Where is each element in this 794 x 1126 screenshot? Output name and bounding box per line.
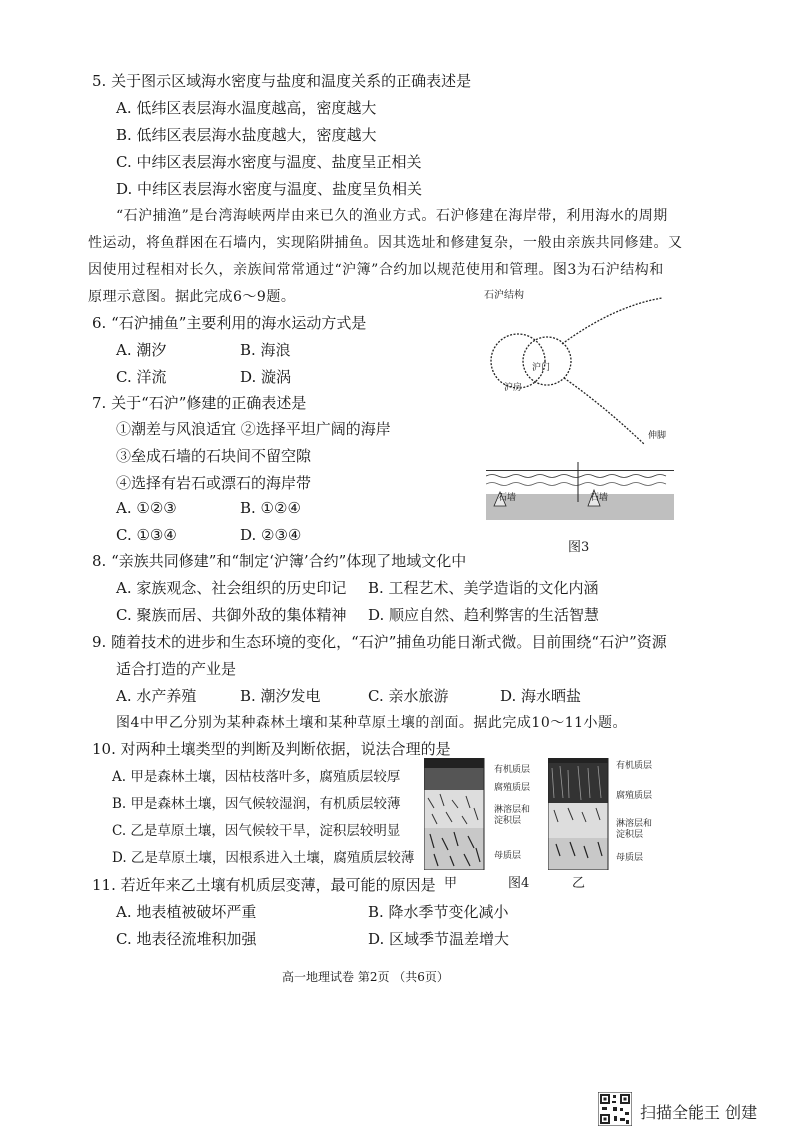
q9-option-c: C. 亲水旅游 xyxy=(368,687,449,705)
q7-statement-3: ④选择有岩石或漂石的海岸带 xyxy=(116,474,312,492)
q10-option-a: A. 甲是森林土壤，因枯枝落叶多，腐殖质层较厚 xyxy=(112,769,401,785)
jia-label-organic: 有机质层 xyxy=(494,765,531,775)
q10-option-b: B. 甲是森林土壤，因气候较湿润，有机质层较薄 xyxy=(112,796,401,812)
q9-option-a: A. 水产养殖 xyxy=(116,687,197,705)
q6-option-b: B. 海浪 xyxy=(240,341,291,359)
figure3-caption: 图3 xyxy=(568,540,590,555)
soil-profile-yi xyxy=(548,758,610,870)
q6-option-c: C. 洋流 xyxy=(116,368,167,386)
soil-passage: 图4中甲乙分别为某种森林土壤和某种草原土壤的剖面。据此完成10～11小题。 xyxy=(116,715,628,731)
yi-label-parent: 母质层 xyxy=(616,853,644,863)
q7-statement-2: ③垒成石墙的石块间不留空隙 xyxy=(116,447,312,465)
figure3-gate-label: 沪门 xyxy=(532,363,551,373)
q9-stem-line-1: 9. 随着技术的进步和生态环境的变化，“石沪”捕鱼功能日渐式微。目前围绕“石沪”资源 xyxy=(92,633,667,651)
q7-option-a: A. ①②③ xyxy=(116,499,177,517)
figure3-wall-label-1: 石墙 xyxy=(498,493,517,503)
q6-option-a: A. 潮汐 xyxy=(116,341,167,359)
figure4-yi: 乙 xyxy=(572,876,586,891)
q11-option-b: B. 降水季节变化减小 xyxy=(368,903,509,921)
q6-stem: 6. “石沪捕鱼”主要利用的海水运动方式是 xyxy=(92,314,367,332)
figure4-caption: 图4 xyxy=(508,876,530,891)
jia-label-parent: 母质层 xyxy=(494,851,522,861)
figure3-title: 石沪结构 xyxy=(484,290,524,301)
yi-label-organic: 有机质层 xyxy=(616,761,653,771)
soil-profile-jia xyxy=(424,758,486,870)
q7-option-b: B. ①②④ xyxy=(240,499,301,517)
q11-option-d: D. 区域季节温差增大 xyxy=(368,930,510,948)
qr-code-icon xyxy=(598,1092,632,1126)
q11-option-c: C. 地表径流堆积加强 xyxy=(116,930,257,948)
q7-option-d: D. ②③④ xyxy=(240,526,302,544)
q8-option-b: B. 工程艺术、美学造诣的文化内涵 xyxy=(368,579,599,597)
jia-label-humus: 腐殖质层 xyxy=(494,783,531,793)
yi-label-illuvial: 淀积层 xyxy=(616,830,644,840)
figure4-jia: 甲 xyxy=(444,876,458,891)
figure3-room-label: 沪房 xyxy=(504,383,523,393)
page-footer: 高一地理试卷 第2页 （共6页） xyxy=(282,970,449,984)
q5-option-b: B. 低纬区表层海水盐度越大，密度越大 xyxy=(116,126,377,144)
q7-stem: 7. 关于“石沪”修建的正确表述是 xyxy=(92,394,307,412)
q7-statement-1: ①潮差与风浪适宜 ②选择平坦广阔的海岸 xyxy=(116,420,391,438)
yi-label-eluvial: 淋溶层和 xyxy=(616,819,653,829)
scanner-watermark: 扫描全能王 创建 xyxy=(640,1103,758,1122)
q5-stem: 5. 关于图示区域海水密度与盐度和温度关系的正确表述是 xyxy=(92,72,472,90)
q8-option-a: A. 家族观念、社会组织的历史印记 xyxy=(116,579,347,597)
q9-option-b: B. 潮汐发电 xyxy=(240,687,321,705)
q5-option-d: D. 中纬区表层海水密度与温度、盐度呈负相关 xyxy=(116,180,423,198)
q6-option-d: D. 漩涡 xyxy=(240,368,292,386)
passage-line-2: 性运动，将鱼群困在石墙内，实现陷阱捕鱼。因其选址和修建复杂，一般由亲族共同修建。又 xyxy=(88,235,683,251)
q8-stem: 8. “亲族共同修建”和“制定‘沪簿’合约”体现了地域文化中 xyxy=(92,552,467,570)
jia-label-eluvial: 淋溶层和 xyxy=(494,805,531,815)
q8-option-c: C. 聚族而居、共御外敌的集体精神 xyxy=(116,606,347,624)
q5-option-a: A. 低纬区表层海水温度越高，密度越大 xyxy=(116,99,377,117)
figure-3 xyxy=(484,286,684,556)
q10-option-c: C. 乙是草原土壤，因气候较干旱，淀积层较明显 xyxy=(112,823,401,839)
q11-stem: 11. 若近年来乙土壤有机质层变薄，最可能的原因是 xyxy=(92,876,436,894)
q10-stem: 10. 对两种土壤类型的判断及判断依据，说法合理的是 xyxy=(92,740,451,758)
q5-option-c: C. 中纬区表层海水密度与温度、盐度呈正相关 xyxy=(116,153,422,171)
figure3-wing-label: 伸脚 xyxy=(648,431,667,441)
q11-option-a: A. 地表植被破坏严重 xyxy=(116,903,257,921)
jia-label-illuvial: 淀积层 xyxy=(494,816,522,826)
q8-option-d: D. 顺应自然、趋利弊害的生活智慧 xyxy=(368,606,600,624)
figure-4 xyxy=(420,758,700,891)
passage-line-4: 原理示意图。据此完成6～9题。 xyxy=(88,289,296,305)
yi-label-humus: 腐殖质层 xyxy=(616,791,653,801)
q7-option-c: C. ①③④ xyxy=(116,526,177,544)
figure3-wall-label-2: 石墙 xyxy=(590,493,609,503)
passage-line-1: “石沪捕渔”是台湾海峡两岸由来已久的渔业方式。石沪修建在海岸带，利用海水的周期 xyxy=(116,208,668,224)
passage-line-3: 因使用过程相对长久，亲族间常常通过“沪簿”合约加以规范使用和管理。图3为石沪结构和 xyxy=(88,262,664,278)
q9-option-d: D. 海水晒盐 xyxy=(500,687,582,705)
q9-stem-line-2: 适合打造的产业是 xyxy=(116,660,237,678)
q10-option-d: D. 乙是草原土壤，因根系进入土壤，腐殖质层较薄 xyxy=(112,850,415,866)
